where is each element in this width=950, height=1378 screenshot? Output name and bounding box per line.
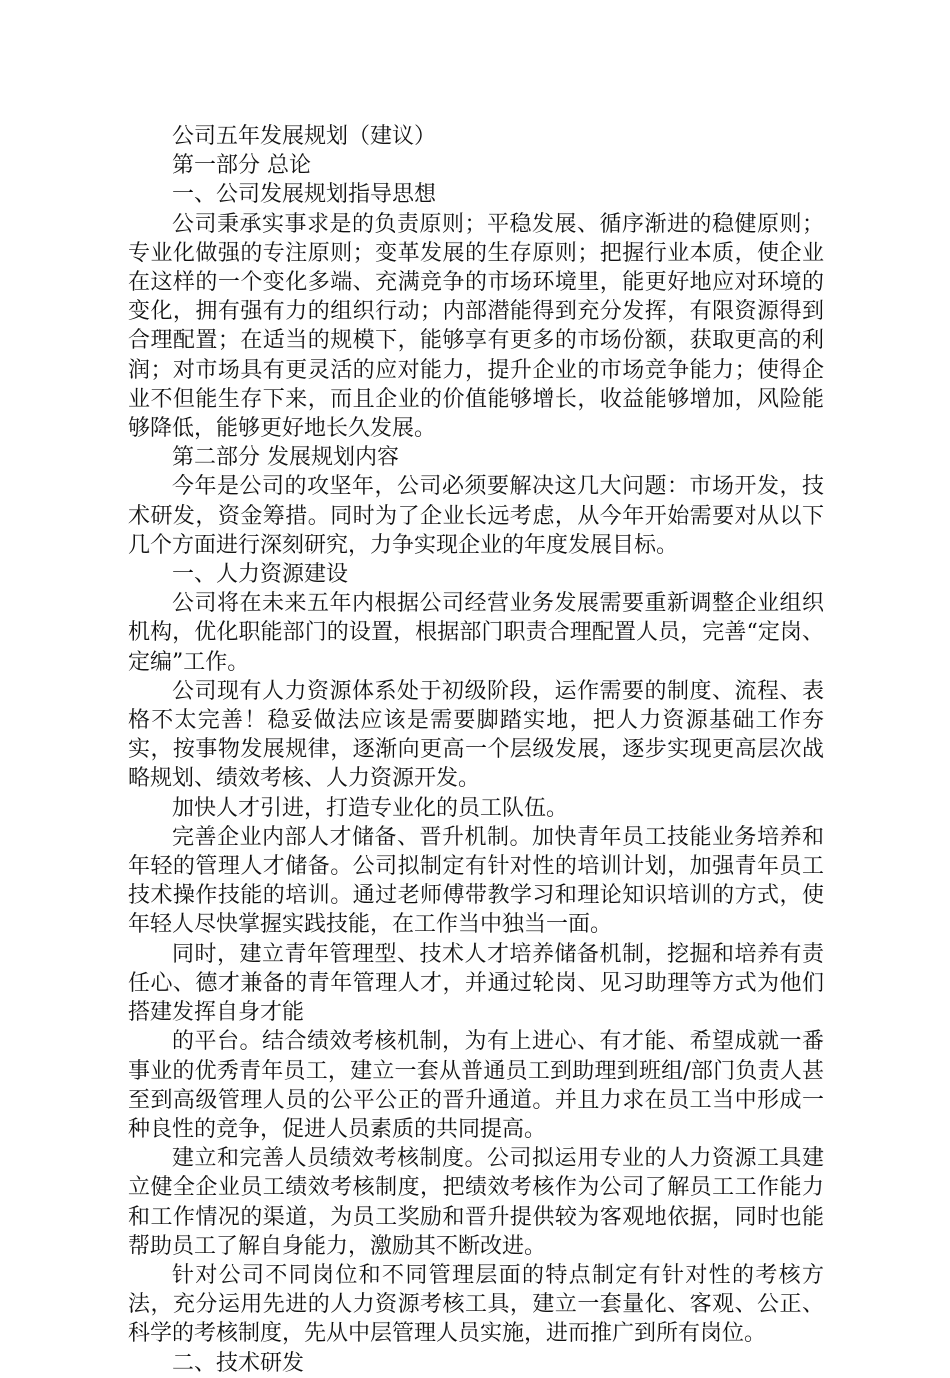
section-heading-tech-rnd: 二、技术研发 (172, 1350, 305, 1376)
paragraph-promotion-channel: 的平台。结合绩效考核机制，为有上进心、有才能、希望成就一番事业的优秀青年员工，建立一套从普通员工到助理到班组/部门负责人甚至到高级管理人员的公平公正的晋升通道。并且力求在员工当中形成一种良性的竞争，促进人员素质的共同提高。 (128, 1029, 824, 1142)
paragraph-principles: 公司秉承实事求是的负责原则；平稳发展、循序渐进的稳健原则；专业化做强的专注原则；变革发展的生存原则；把握行业本质，使企业在这样的一个变化多端、充满竞争的市场环境里，能更好地应对环境的变化，拥有强有力的组织行动；内部潜能得到充分发挥，有限资源得到合理配置；在适当的规模下，能够享有更多的市场份额，获取更高的利润；对市场具有更灵活的应对能力，提升企业的市场竞争能力；使得企业不但能生存下来，而且企业的价值能够增长，收益能够增加，风险能够降低，能够更好地长久发展。 (128, 211, 824, 442)
part-two-heading: 第二部分 发展规划内容 (172, 445, 399, 471)
paragraph-org-restructure: 公司将在未来五年内根据公司经营业务发展需要重新调整企业组织机构，优化职能部门的设置，根据部门职责合理配置人员，完善“定岗、定编”工作。 (128, 591, 824, 675)
part-one-heading: 第一部分 总论 (172, 153, 311, 179)
paragraph-annual-priorities: 今年是公司的攻坚年，公司必须要解决这几大问题：市场开发，技术研发，资金筹措。同时为了企业长远考虑，从今年开始需要对从以下几个方面进行深刻研究，力争实现企业的年度发展目标。 (128, 474, 824, 558)
paragraph-assessment-methods: 针对公司不同岗位和不同管理层面的特点制定有针对性的考核方法，充分运用先进的人力资源考核工具，建立一套量化、客观、公正、科学的考核制度，先从中层管理人员实施，进而推广到所有岗位。 (128, 1262, 824, 1347)
paragraph-hr-system: 公司现有人力资源体系处于初级阶段，运作需要的制度、流程、表格不太完善！稳妥做法应该是需要脚踏实地，把人力资源基础工作夯实，按事物发展规律，逐渐向更高一个层级发展，逐步实现更高层次战略规划、绩效考核、人力资源开发。 (128, 678, 824, 792)
section-heading-human-resources: 一、人力资源建设 (172, 562, 349, 588)
paragraph-performance-system: 建立和完善人员绩效考核制度。公司拟运用专业的人力资源工具建立健全企业员工绩效考核制度，把绩效考核作为公司了解员工工作能力和工作情况的渠道，为员工奖励和晋升提供较为客观地依据，同时也能帮助员工了解自身能力，激励其不断改进。 (128, 1146, 824, 1259)
document-body (128, 122, 824, 1378)
document-title: 公司五年发展规划（建议） (172, 124, 437, 149)
section-heading-guiding-ideology: 一、公司发展规划指导思想 (172, 182, 437, 208)
paragraph-youth-management: 同时，建立青年管理型、技术人才培养储备机制，挖掘和培养有责任心、德才兼备的青年管理人才，并通过轮岗、见习助理等方式为他们搭建发挥自身才能 (128, 941, 824, 1026)
paragraph-talent-reserve: 完善企业内部人才储备、晋升机制。加快青年员工技能业务培养和年轻的管理人才储备。公司拟制定有针对性的培训计划，加强青年员工技术操作技能的培训。通过老师傅带教学习和理论知识培训的方式，使年轻人尽快掌握实践技能，在工作当中独当一面。 (128, 824, 824, 938)
paragraph-talent-introduction: 加快人才引进，打造专业化的员工队伍。 (172, 795, 569, 821)
